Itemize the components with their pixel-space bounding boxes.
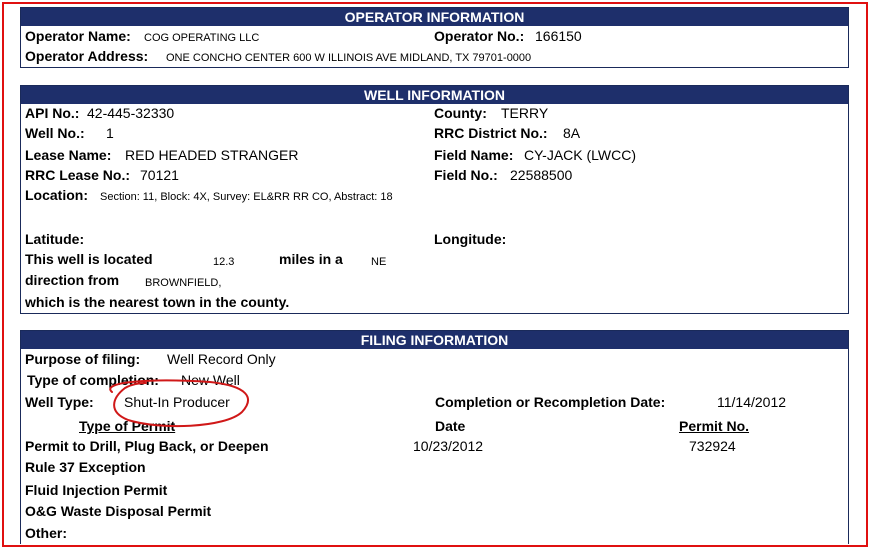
permit-row-type: Other:	[25, 525, 67, 541]
purpose-label: Purpose of filing:	[25, 351, 141, 367]
completion-type-value: New Well	[181, 372, 240, 388]
location-value: Section: 11, Block: 4X, Survey: EL&RR RR CO, Abstract: 18	[100, 191, 393, 203]
field-no-value: 22588500	[510, 167, 573, 183]
well-type-value: Shut-In Producer	[124, 394, 230, 410]
permit-no-column-header: Permit No.	[679, 418, 750, 434]
direction-value: NE	[371, 256, 387, 268]
operator-name-label: Operator Name:	[25, 28, 131, 44]
permit-row-type: O&G Waste Disposal Permit	[25, 503, 212, 519]
rrc-lease-label: RRC Lease No.:	[25, 167, 131, 183]
operator-number-value: 166150	[535, 28, 582, 44]
rrc-district-label: RRC District No.:	[434, 125, 548, 141]
field-name-label: Field Name:	[434, 147, 514, 163]
well-type-label: Well Type:	[25, 394, 94, 410]
rrc-lease-value: 70121	[140, 167, 179, 183]
located-miles: 12.3	[213, 256, 235, 268]
completion-date-value: 11/14/2012	[717, 394, 787, 410]
longitude-label: Longitude:	[434, 231, 507, 247]
purpose-value: Well Record Only	[167, 351, 276, 367]
located-label: This well is located	[25, 251, 153, 267]
filing-section	[20, 330, 849, 544]
field-name-value: CY-JACK (LWCC)	[524, 147, 637, 163]
permit-type-column-header: Type of Permit	[79, 418, 176, 434]
api-value: 42-445-32330	[87, 105, 175, 121]
nearest-town-label: which is the nearest town in the county.	[25, 294, 290, 310]
latitude-label: Latitude:	[25, 231, 85, 247]
permit-row-type: Permit to Drill, Plug Back, or Deepen	[25, 438, 269, 454]
lease-name-label: Lease Name:	[25, 147, 112, 163]
lease-name-value: RED HEADED STRANGER	[125, 147, 299, 163]
field-no-label: Field No.:	[434, 167, 498, 183]
permit-row-type: Rule 37 Exception	[25, 459, 146, 475]
api-label: API No.:	[25, 105, 80, 121]
town-value: BROWNFIELD,	[145, 277, 222, 289]
permit-date-column-header: Date	[435, 418, 466, 434]
completion-date-label: Completion or Recompletion Date:	[435, 394, 666, 410]
county-value: TERRY	[501, 105, 549, 121]
well-no-label: Well No.:	[25, 125, 85, 141]
permit-row-date: 10/23/2012	[413, 438, 484, 454]
miles-label: miles in a	[279, 251, 343, 267]
county-label: County:	[434, 105, 487, 121]
filing-header: FILING INFORMATION	[21, 331, 848, 349]
operator-address-label: Operator Address:	[25, 48, 149, 64]
operator-name-value: COG OPERATING LLC	[144, 32, 260, 44]
operator-number-label: Operator No.:	[434, 28, 525, 44]
operator-address-value: ONE CONCHO CENTER 600 W ILLINOIS AVE MIDLAND, TX 79701-0000	[166, 52, 532, 64]
well-header: WELL INFORMATION	[21, 86, 848, 104]
well-no-value: 1	[106, 125, 114, 141]
rrc-district-value: 8A	[563, 125, 581, 141]
completion-type-label: Type of completion:	[27, 372, 159, 388]
permit-row-no: 732924	[689, 438, 736, 454]
operator-header: OPERATOR INFORMATION	[21, 8, 848, 26]
permit-row-type: Fluid Injection Permit	[25, 482, 168, 498]
well-section	[20, 85, 849, 314]
direction-from-label: direction from	[25, 272, 120, 288]
location-label: Location:	[25, 187, 88, 203]
operator-section	[20, 7, 849, 68]
